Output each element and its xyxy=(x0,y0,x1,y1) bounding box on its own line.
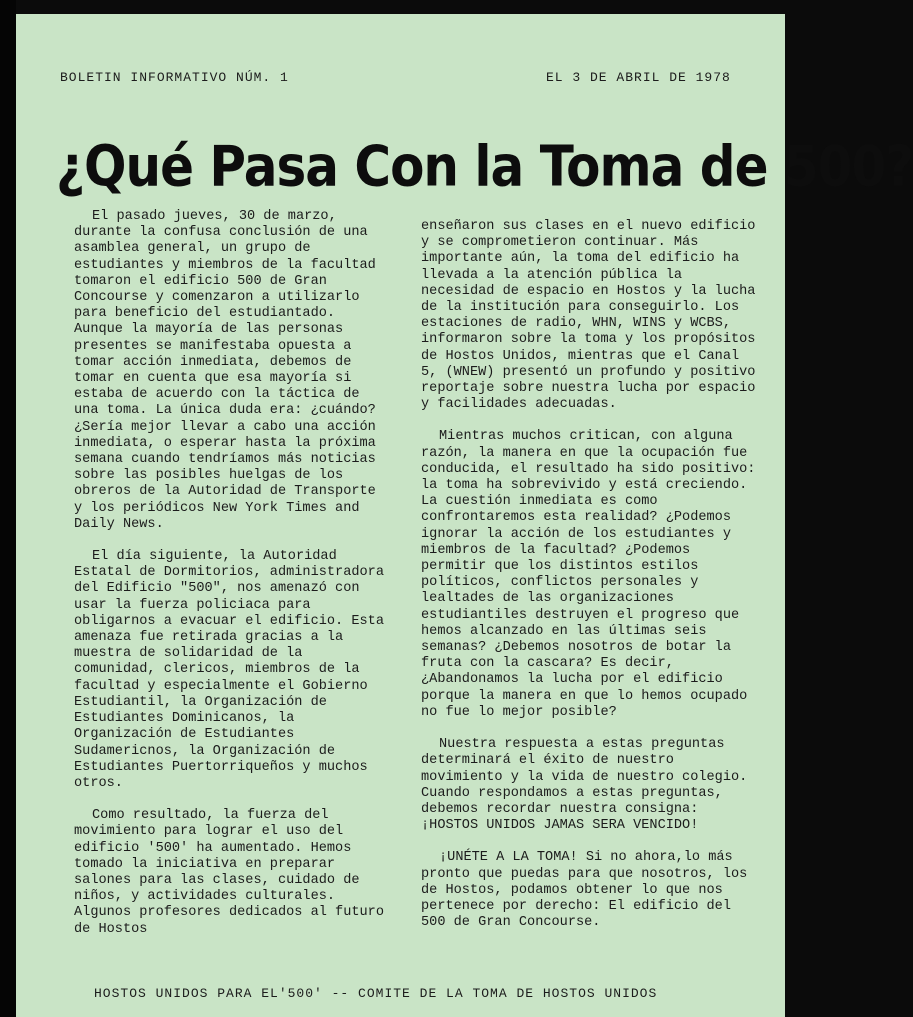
paragraph: enseñaron sus clases en el nuevo edificio y se comprometieron continuar. Más importante aún, la toma del edificio ha llevada a la atención pública la necesidad de espacio en Hostos y la lucha de la institución para conseguirlo. Los estaciones de radio, WHN, WINS y WCBS, informaron sobre la toma y los propósitos de Hostos Unidos, mientras que el Canal 5, (WNEW) presentó un profundo y positivo reportaje sobre nuestra lucha por espacio y facilidades adecuadas. xyxy=(421,219,756,413)
scan-border xyxy=(0,0,16,1017)
page-title: ¿Qué Pasa Con la Toma de 500? xyxy=(56,134,913,199)
paragraph: El día siguiente, la Autoridad Estatal de Dormitorios, administradora del Edificio "500", nos amenazó con usar la fuerza policiaca para obligarnos a evacuar el edificio. Esta amenaza fue retirada gracias a la muestra de solidaridad de la comunidad, clericos, miembros de la facultad y especialmente el Gobierno Estudiantil, la Organización de Estudiantes Dominicanos, la Organización de Estudiantes Sudamericnos, la Organización de Estudiantes Puertorriqueños y muchos otros. xyxy=(74,549,384,791)
bulletin-number: BOLETIN INFORMATIVO NÚM. 1 xyxy=(60,70,289,85)
bulletin-date: EL 3 DE ABRIL DE 1978 xyxy=(546,70,731,85)
paragraph: El pasado jueves, 30 de marzo, durante la confusa conclusión de una asamblea general, un grupo de estudiantes y miembros de la facultad tomaron el edificio 500 de Gran Concourse y comenzaron a utilizarlo para beneficio del estudiantado. Aunque la mayoría de las personas presentes se manifestaba opuesta a tomar acción inmediata, debemos de tomar en cuenta que esa mayoría si estaba de acuerdo con la táctica de una toma. La única duda era: ¿cuándo? ¿Sería mejor llevar a cabo una acción inmediata, o esperar hasta la próxima semana cuando tendríamos más noticias sobre las posibles huelgas de los obreros de la Autoridad de Transporte y los periódicos New York Times and Daily News. xyxy=(74,209,376,532)
left-column xyxy=(74,209,384,954)
paragraph: Nuestra respuesta a estas preguntas determinará el éxito de nuestro movimiento y la vida de nuestro colegio. Cuando respondamos a estas preguntas, debemos recordar nuestra consigna: ¡HOSTOS UNIDOS JAMAS SERA VENCIDO! xyxy=(421,737,748,834)
paragraph: Como resultado, la fuerza del movimiento para lograr el uso del edificio '500' ha aumentado. Hemos tomado la iniciativa en preparar salones para las clases, cuidado de niños, y actividades culturales. Algunos profesores dedicados al futuro de Hostos xyxy=(74,808,384,937)
paragraph: Mientras muchos critican, con alguna razón, la manera en que la ocupación fue conducida, el resultado ha sido positivo: la toma ha sobrevivido y está creciendo. La cuestión inmediata es como confrontaremos esta realidad? ¿Podemos ignorar la acción de los estudiantes y miembros de la facultad? ¿Podemos permitir que los distintos estilos políticos, conflictos personales y lealtades de las organizaciones estudiantiles destruyen el progreso que hemos alcanzado en las últimas seis semanas? ¿Debemos nosotros de botar la fruta con la cascara? Es decir,¿Abandonamos la lucha por el edificio porque la manera en que lo hemos ocupado no fue lo mejor posible? xyxy=(421,429,756,720)
footer-slogan: HOSTOS UNIDOS PARA EL'500' -- COMITE DE LA TOMA DE HOSTOS UNIDOS xyxy=(94,986,658,1001)
paragraph: ¡UNÉTE A LA TOMA! Si no ahora,lo más pronto que puedas para que nosotros, los de Hostos, podamos obtener lo que nos pertenece por derecho: El edificio del 500 de Gran Concourse. xyxy=(421,850,748,931)
bulletin-page xyxy=(16,14,913,1017)
right-column xyxy=(421,219,756,947)
